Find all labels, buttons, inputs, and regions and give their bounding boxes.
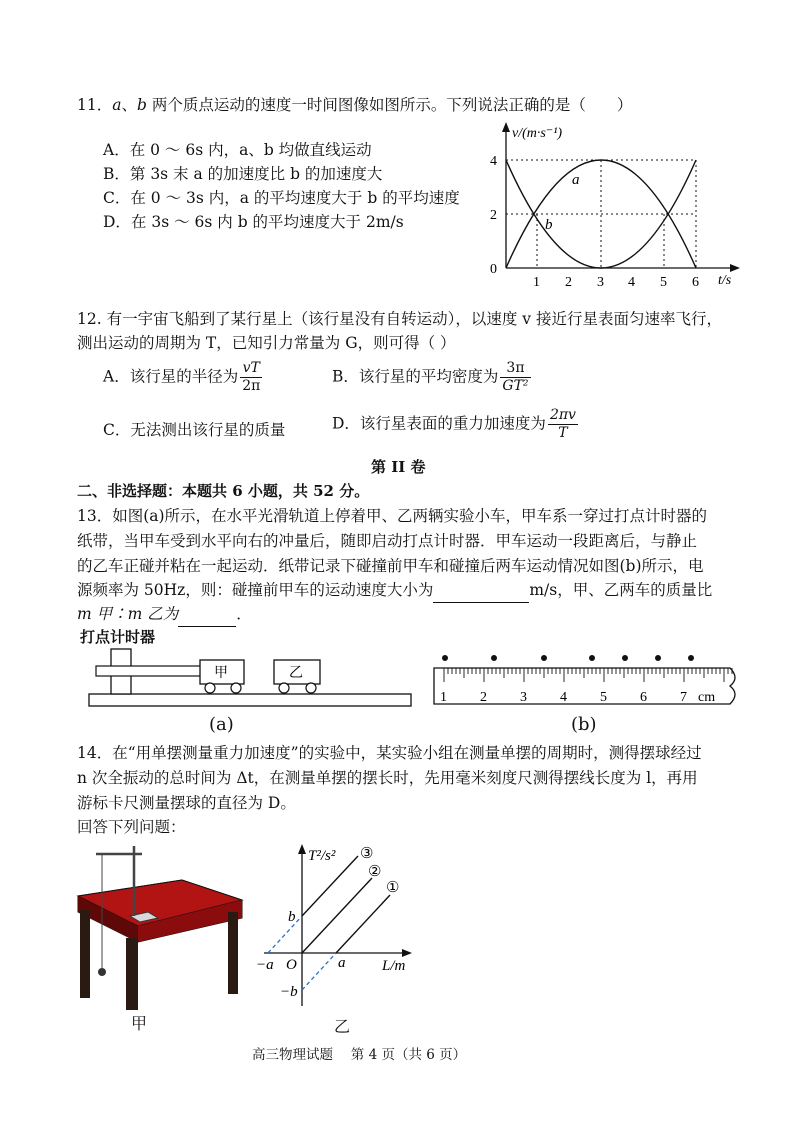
q11-option-d: D．在 3s ～ 6s 内 b 的平均速度大于 2m/s	[103, 213, 404, 231]
ruler-label: 2	[480, 690, 487, 705]
section-heading: 二、非选择题：本题共 6 小题，共 52 分。	[77, 482, 370, 500]
l-axis-label: L/m	[382, 958, 406, 974]
q11-curve-b-label: b	[545, 217, 553, 233]
q12-option-a: A．该行星的半径为 $\frac{vT}{2\pi}$	[103, 360, 261, 394]
page-footer: 高三物理试题 第 4 页（共 6 页）	[252, 1047, 467, 1063]
ruler-unit: cm	[698, 690, 716, 705]
fig-a-title: 打点计时器	[80, 628, 156, 646]
cart-yi-label: 乙	[289, 666, 303, 681]
q14-line4: 回答下列问题：	[77, 818, 186, 836]
ruler-label: 7	[680, 690, 687, 705]
q11-option-a: A．在 0 ～ 6s 内，a、b 均做直线运动	[103, 141, 372, 159]
line-1-label: ①	[386, 880, 400, 896]
pendulum-table-figure	[72, 840, 247, 1012]
q11-graph-ytick: 0	[490, 262, 497, 277]
q12-stem-line1: 12. 有一宇宙飞船到了某行星上（该行星没有自转运动），以速度 v 接近行星表面匀速率飞行，	[77, 310, 722, 328]
q13-mass-ratio-blank[interactable]	[178, 602, 236, 627]
q14-line3: 游标卡尺测量摆球的直径为 D。	[77, 794, 296, 812]
tape-dots	[442, 655, 694, 661]
q12-option-b-fraction: $\frac{3\pi}{\text{GT²}}$	[502, 360, 529, 394]
q13-velocity-blank[interactable]	[433, 578, 529, 603]
line-2-label: ②	[368, 864, 382, 880]
fig-a-caption: (a)	[209, 714, 234, 735]
fig-yi-caption: 乙	[334, 1017, 351, 1036]
t2-l-graph	[250, 836, 418, 1011]
ruler-label: 1	[440, 690, 447, 705]
ruler-label: 6	[640, 690, 647, 705]
ruler-label: 3	[520, 690, 527, 705]
q12-stem-line2: 测出运动的周期为 T，已知引力常量为 G，则可得（ ）	[77, 334, 456, 352]
t2-axis-label: T²/s²	[308, 848, 336, 864]
q12-option-d: D．该行星表面的重力加速度为 $\frac{2\pi v}{T}$	[332, 407, 576, 441]
q11-graph-ytick: 4	[490, 154, 497, 169]
q11-option-b: B．第 3s 末 a 的加速度比 b 的加速度大	[103, 165, 383, 183]
q11-graph-ytick: 2	[490, 208, 497, 223]
q13-line1: 13．如图(a)所示，在水平光滑轨道上停着甲、乙两辆实验小车，甲车系一穿过打点计时器的	[77, 507, 708, 525]
q11-graph-xtick: 4	[628, 275, 635, 290]
q12-option-a-fraction: $\frac{vT}{2\pi}$	[242, 360, 261, 394]
q11-graph-xtick: 1	[533, 275, 540, 290]
q11-option-c: C．在 0 ～ 3s 内，a 的平均速度大于 b 的平均速度	[103, 189, 460, 207]
fig-b-caption: (b)	[571, 714, 597, 735]
q13-line2: 纸带，当甲车受到水平向右的冲量后，随即启动打点计时器．甲车运动一段距离后，与静止	[77, 532, 698, 550]
q14-line1: 14．在“用单摆测量重力加速度”的实验中，某实验小组在测量单摆的周期时，测得摆球经过	[77, 744, 702, 762]
q11-graph-xtick: 5	[660, 275, 667, 290]
b-label: b	[288, 909, 296, 925]
volume-title: 第 II 卷	[371, 458, 426, 476]
q13-line5: m 甲∶m 乙为 ．	[77, 602, 252, 627]
q13-line4: 源频率为 50Hz，则：碰撞前甲车的运动速度大小为 m/s，甲、乙两车的质量比	[77, 578, 712, 603]
q11-stem: 11．a、b 两个质点运动的速度一时间图像如图所示。下列说法正确的是（ ）	[77, 96, 633, 114]
q11-graph-xtick: 6	[692, 275, 699, 290]
q12-option-c: C．无法测出该行星的质量	[103, 421, 286, 439]
neg-b-label: −b	[280, 984, 298, 1000]
q11-vt-graph	[478, 118, 750, 293]
cart-jia-label: 甲	[214, 666, 228, 681]
q13-fig-b-ruler	[430, 648, 744, 708]
q12-option-d-fraction: $\frac{2\pi v}{T}$	[549, 407, 576, 441]
fig-jia-caption: 甲	[131, 1014, 148, 1033]
q11-graph-xtick: 2	[565, 275, 572, 290]
q11-graph-xlabel: t/s	[718, 273, 732, 288]
ruler-label: 4	[560, 690, 567, 705]
q13-fig-a	[86, 646, 418, 712]
q13-line3: 的乙车正碰并粘在一起运动．纸带记录下碰撞前甲车和碰撞后两车运动情况如图(b)所示，电	[77, 557, 704, 575]
a-label: a	[338, 955, 346, 971]
line-3-label: ③	[360, 846, 374, 862]
q12-option-b: B．该行星的平均密度为 $\frac{3\pi}{\text{GT²}}$	[332, 360, 529, 394]
ruler-label: 5	[600, 690, 607, 705]
q11-curve-a-label: a	[572, 172, 580, 188]
neg-a-label: −a	[256, 957, 274, 973]
q14-line2: n 次全振动的总时间为 Δt，在测量单摆的摆长时，先用毫米刻度尺测得摆线长度为 l，再用	[77, 769, 698, 787]
q11-graph-xtick: 3	[597, 275, 604, 290]
origin-label: O	[286, 957, 297, 973]
q11-graph-ylabel: v/(m·s⁻¹)	[512, 126, 563, 141]
